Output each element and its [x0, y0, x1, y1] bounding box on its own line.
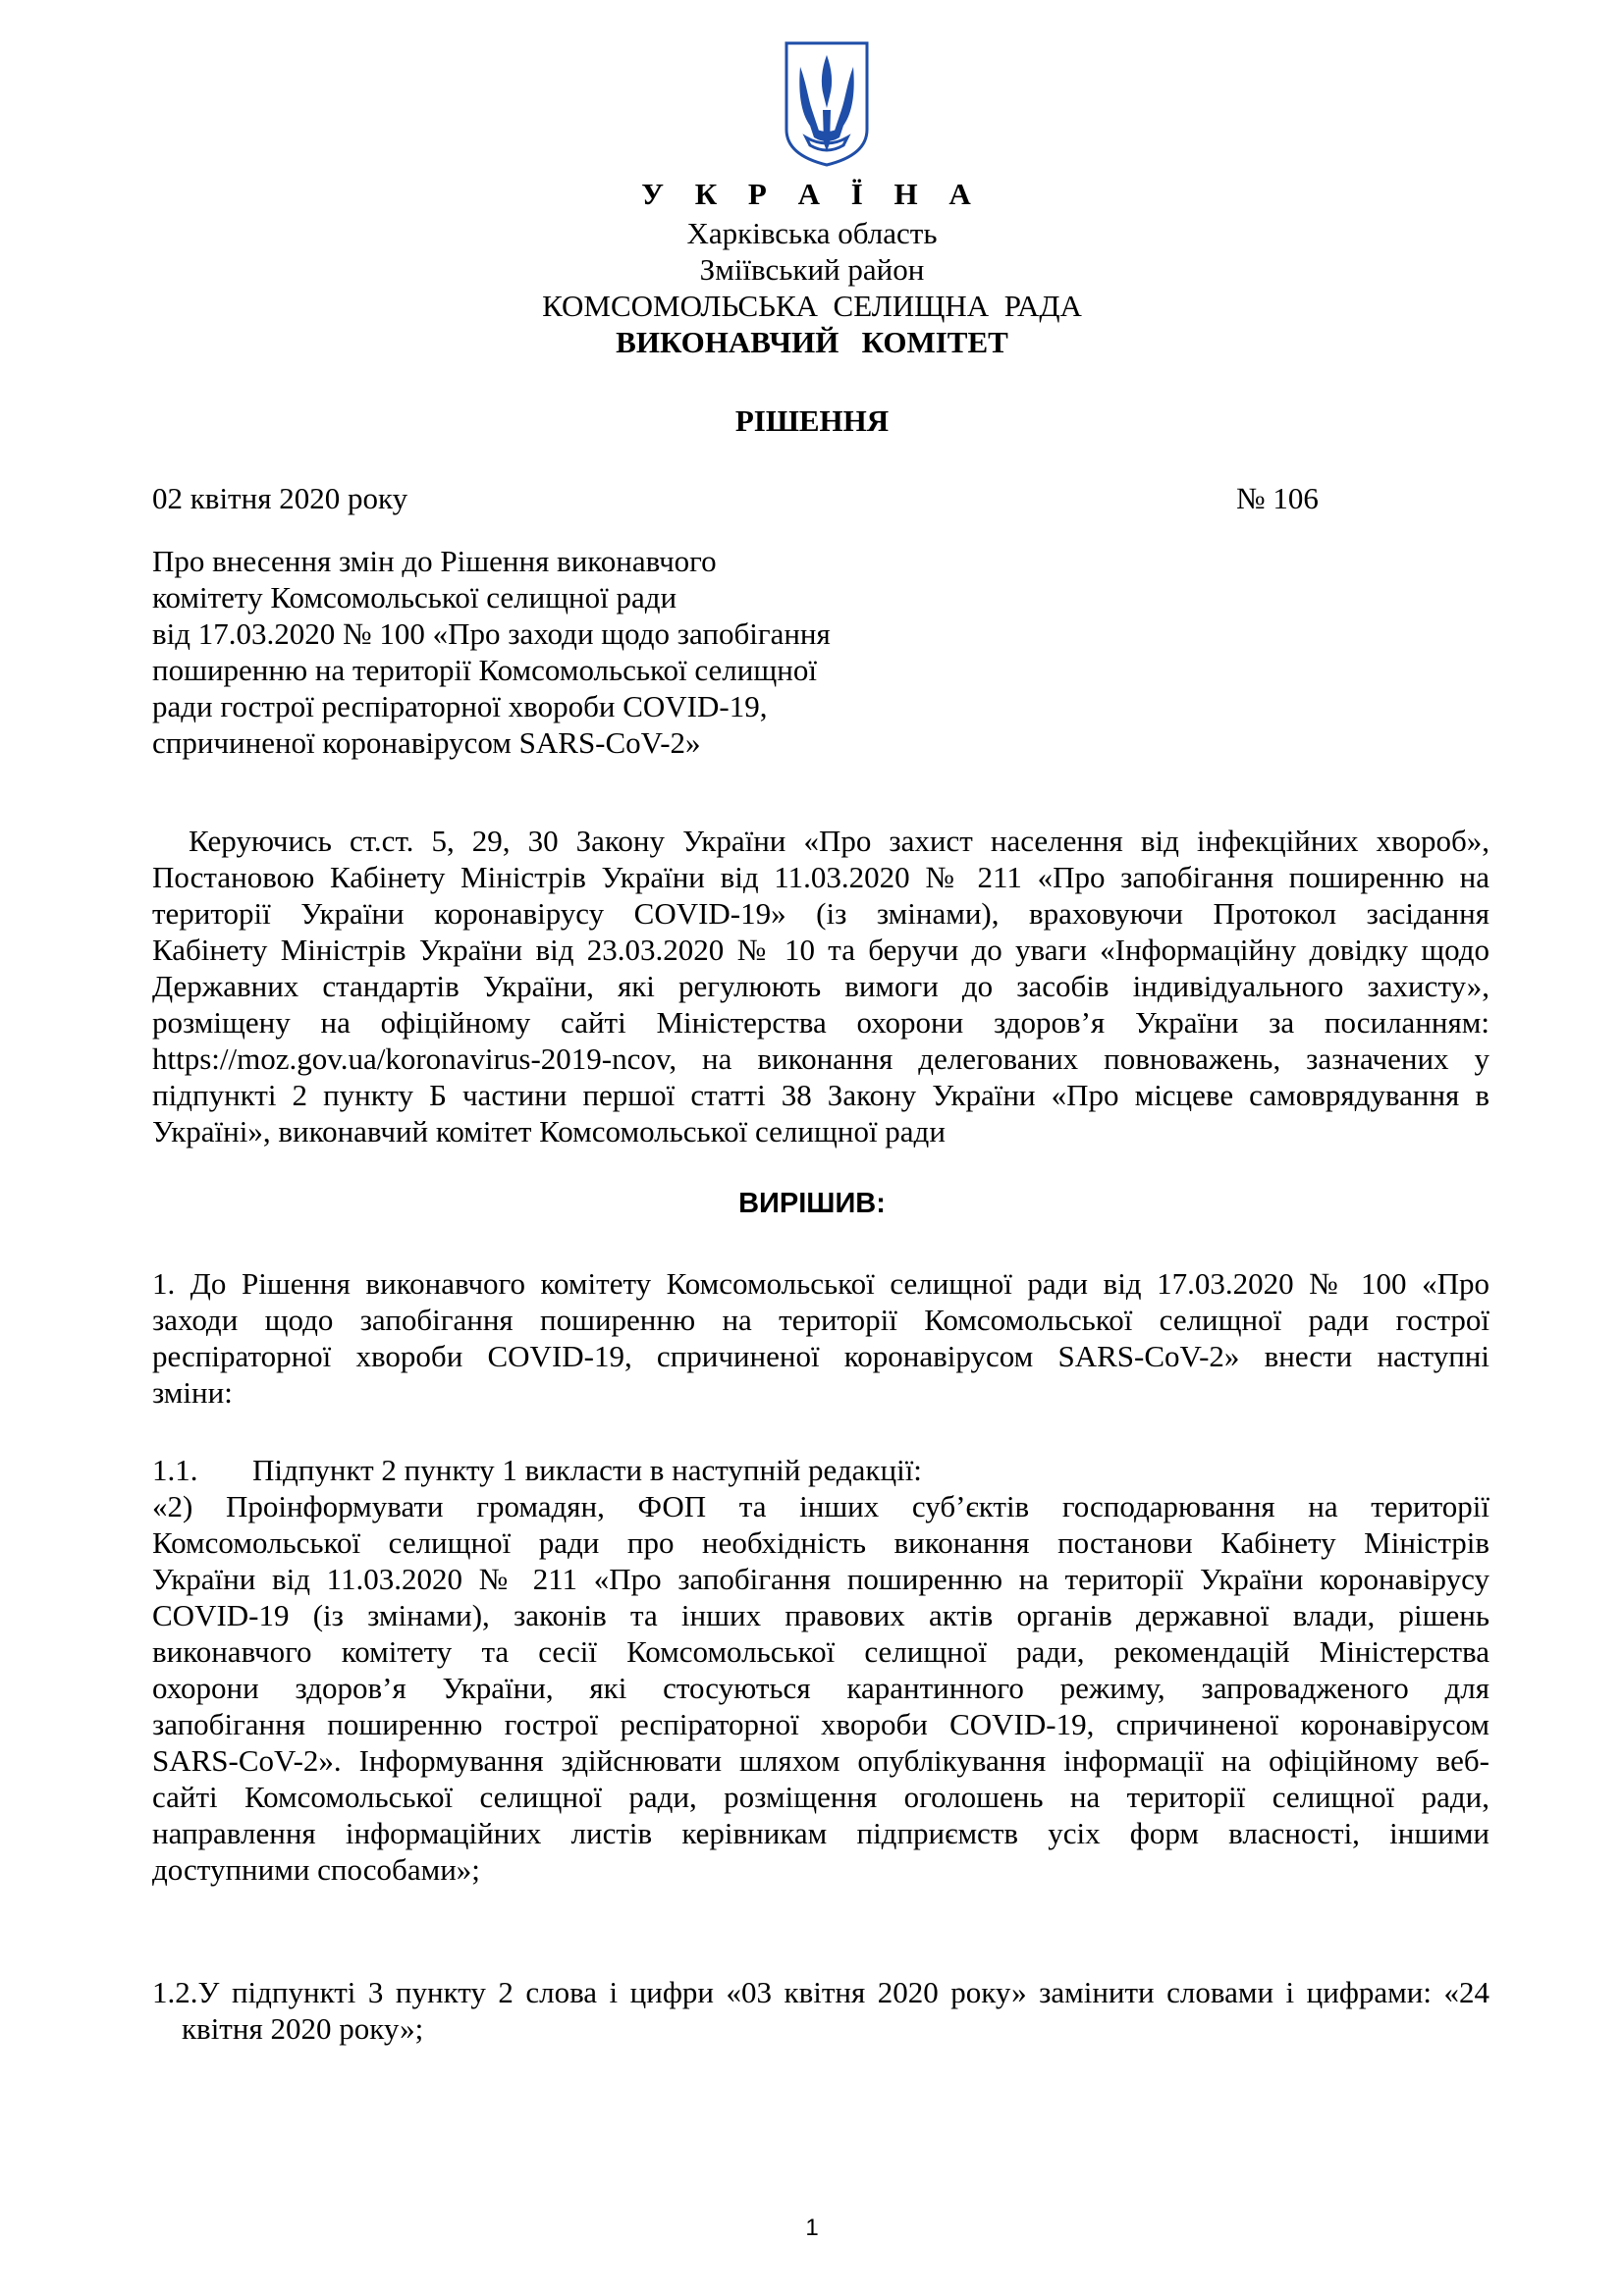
- decision-date: 02 квітня 2020 року: [152, 481, 408, 515]
- item-1-1-line: SARS-CoV-2». Інформування здійснювати шляхом опублікування інформації на офіційному веб-: [152, 1743, 1489, 1778]
- page-number: 1: [805, 2215, 819, 2241]
- item-1-1-line: доступними способами»;: [152, 1852, 480, 1887]
- item-1-1-line: COVID-19 (із змінами), законів та інших правових актів органів державної влади, рішень: [152, 1598, 1489, 1632]
- decision-subject: [152, 543, 831, 761]
- rayon-line: Зміївський район: [699, 252, 925, 287]
- trident-icon: [783, 39, 871, 169]
- item-1-1-line: направлення інформаційних листів керівникам підприємств усіх форм власності, іншими: [152, 1816, 1489, 1850]
- preamble-line: території України коронавірусу COVID-19» (із змінами), враховуючи Протокол засідання: [152, 896, 1489, 931]
- preamble-line: розміщену на офіційному сайті Міністерства охорони здоров’я України за посиланням:: [152, 1005, 1489, 1040]
- subject-line: спричиненої коронавірусом SARS-CoV-2»: [152, 725, 701, 760]
- preamble-line: Україні», виконавчий комітет Комсомольської селищної ради: [152, 1114, 946, 1148]
- preamble-line: Кабінету Міністрів України від 23.03.2020 № 10 та беручи до уваги «Інформаційну довідку щодо: [152, 933, 1489, 967]
- decided-heading: ВИРІШИВ:: [738, 1188, 886, 1219]
- preamble-line: Постановою Кабінету Міністрів України від 11.03.2020 № 211 «Про запобігання поширенню на: [152, 860, 1489, 894]
- preamble-line: https://moz.gov.ua/koronavirus-2019-ncov, на виконання делегованих повноважень, зазначених у: [152, 1041, 1489, 1076]
- item-1-1-line: сайті Комсомольської селищної ради, розміщення оголошень на території селищної ради,: [152, 1780, 1489, 1814]
- item-1-1-line: виконавчого комітету та сесії Комсомольської селищної ради, рекомендацій Міністерства: [152, 1634, 1489, 1669]
- item-1-1-line: Комсомольської селищної ради про необхідність виконання постанови Кабінету Міністрів: [152, 1525, 1489, 1560]
- decision-title: РІШЕННЯ: [734, 403, 890, 438]
- item-1-line: заходи щодо запобігання поширенню на території Комсомольської селищної ради гострої: [152, 1303, 1489, 1337]
- subject-line: комітету Комсомольської селищної ради: [152, 580, 677, 614]
- item-1-paragraph: [152, 1265, 1489, 1411]
- item-1-1-line: охорони здоров’я України, які стосуються карантинного режиму, запровадженого для: [152, 1671, 1489, 1705]
- item-1-line: зміни:: [152, 1375, 233, 1410]
- council-line: КОМСОМОЛЬСЬКА СЕЛИЩНА РАДА: [542, 289, 1082, 323]
- subject-line: від 17.03.2020 № 100 «Про заходи щодо запобігання: [152, 616, 831, 651]
- item-1-1-title: Підпункт 2 пункту 1 викласти в наступній редакції:: [252, 1453, 922, 1487]
- item-1-2-line: квітня 2020 року»;: [182, 2011, 424, 2046]
- item-1-1-line: «2) Проінформувати громадян, ФОП та інших суб’єктів господарювання на території: [152, 1489, 1489, 1523]
- item-1-1-line: України від 11.03.2020 № 211 «Про запобігання поширенню на території України коронавірусу: [152, 1562, 1489, 1596]
- subject-line: поширенню на території Комсомольської селищної: [152, 653, 817, 687]
- oblast-line: Харківська область: [686, 216, 938, 250]
- preamble-line: Керуючись ст.ст. 5, 29, 30 Закону України «Про захист населення від інфекційних хвороб»,: [189, 824, 1489, 858]
- item-1-1-paragraph: [152, 1452, 1489, 1888]
- decision-number: № 106: [1236, 481, 1319, 515]
- item-1-1-number: 1.1.: [152, 1453, 198, 1487]
- preamble-paragraph: [152, 823, 1489, 1149]
- item-1-line: 1. До Рішення виконавчого комітету Комсомольської селищної ради від 17.03.2020 № 100 «Про: [152, 1266, 1489, 1301]
- preamble-line: Державних стандартів України, які регулюють вимоги до засобів індивідуального захисту»,: [152, 969, 1489, 1003]
- subject-line: ради гострої респіраторної хвороби COVID-19,: [152, 689, 768, 723]
- item-1-2-paragraph: [152, 1974, 1489, 2047]
- subject-line: Про внесення змін до Рішення виконавчого: [152, 544, 717, 578]
- item-1-2-line: 1.2.У підпункті 3 пункту 2 слова і цифри «03 квітня 2020 року» замінити словами і цифрами: «24: [152, 1975, 1489, 2009]
- item-1-line: респіраторної хвороби COVID-19, спричиненої коронавірусом SARS-CoV-2» внести наступні: [152, 1339, 1489, 1373]
- item-1-1-line: запобігання поширенню гострої респіраторної хвороби COVID-19, спричиненої коронавірусом: [152, 1707, 1489, 1741]
- item-1-1-heading: [152, 1452, 1489, 1488]
- coat-of-arms-emblem: [783, 39, 871, 169]
- country-heading: У К Р А Ї Н А: [641, 177, 983, 211]
- committee-line: ВИКОНАВЧИЙ КОМІТЕТ: [616, 325, 1008, 359]
- preamble-line: підпункті 2 пункту Б частини першої статті 38 Закону України «Про місцеве самоврядування в: [152, 1078, 1489, 1112]
